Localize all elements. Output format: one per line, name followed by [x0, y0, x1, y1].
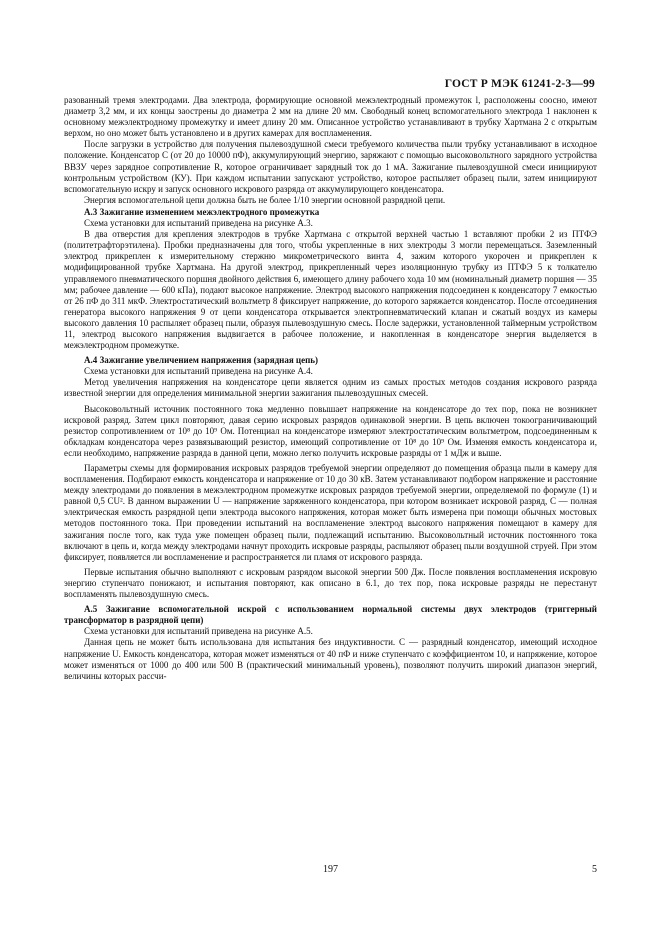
page-number-center: 197	[323, 864, 338, 875]
paragraph: Метод увеличения напряжения на конденсаторе цепи является одним из самых простых методов создания искрового разряда известной энергии для определения минимальной энергии зажигания пылевоздушных смесей.	[64, 377, 597, 399]
document-body	[64, 95, 597, 682]
paragraph: Схема установки для испытаний приведена на рисунке А.4.	[84, 366, 313, 377]
section-heading-a4: А.4 Зажигание увеличением напряжения (зарядная цепь)	[84, 355, 319, 366]
paragraph: Энергия вспомогательной цепи должна быть не более 1/10 энергии основной разрядной цепи.	[84, 194, 446, 205]
paragraph: После загрузки в устройство для получения пылевоздушной смеси требуемого количества пыли трубку устанавливают в исходное положение. Конденсатор C (от 20 до 10000 пФ), аккумулирующий энергию, заряжают с помощью высоковольтного зарядного устройства ВВЗУ через зарядное сопротивление R, которое ограничивает зарядный ток до 1 мА. Зажигание пылевоздушной смеси инициируют контрольным устройством (КУ). При каждом испытании запускают устройство, которое распыляет образец пыли, затем инициируют вспомогательную искру и запуск основного искрового разряда от аккумулирующего конденсатора.	[64, 139, 597, 194]
paragraph: Схема установки для испытаний приведена на рисунке А.5.	[84, 626, 313, 637]
paragraph: разованный тремя электродами. Два электрода, формирующие основной межэлектродный промежуток l, расположены соосно, имеют диаметр 3,2 мм, и их концы заострены до диаметра 2 мм на длине 20 мм. Свободный конец вспомогательного электрода 1 наклонен к основному межэлектродному промежутку и имеет длину 20 мм. Описанное устройство устанавливают в трубку Хартмана 2 с открытым верхом, но оно может быть установлено и в других камерах для воспламенения.	[64, 95, 597, 139]
page-number-right: 5	[592, 864, 597, 875]
section-heading-a3: А.3 Зажигание изменением межэлектродного промежутка	[84, 206, 320, 217]
paragraph: В два отверстия для крепления электродов в трубке Хартмана с открытой верхней частью 1 вставляют пробки 2 из ПТФЭ (политетрафторэтилена). Пробки предназначены для того, чтобы укрепленные в них электроды 3 могли перемещаться. Заземленный электрод прикреплен к измерительному стержню микрометрического винта 4, зажим которого укорочен и прикреплен к модифицированной трубке Хартмана. На другой электрод, прикрепленный через изоляционную трубку из ПТФЭ 5 к толкателю управляемого пневматического поршня двойного действия 6, имеющего длину рабочего хода 10 мм (номинальный диаметр поршня — 35 мм; рабочее давление — 600 кПа), подают высокое напряжение. Электрод высокого напряжения подсоединен к конденсатору 7 емкостью от 26 пФ до 311 мкФ. Электростатический вольтметр 8 фиксирует напряжение, до которого заряжается конденсатор. После отсоединения генератора высокого напряжения 9 от цепи конденсатора открывается электропневматический клапан и сжатый воздух из камеры высокого давления 10 распыляет образец пыли, образуя пылевоздушную смесь. После задержки, установленной таймерным устройством 11, электрод высокого напряжения выдвигается в рабочее положение, и накопленная в конденсаторе энергия выделяется в межэлектродном промежутке.	[64, 229, 597, 351]
paragraph: Схема установки для испытаний приведена на рисунке А.3.	[84, 218, 313, 229]
document-header: ГОСТ Р МЭК 61241-2-3—99	[444, 78, 595, 90]
paragraph: Высоковольтный источник постоянного тока медленно повышает напряжение на конденсаторе до тех пор, пока не возникнет искровой разряд. Затем цикл повторяют, давая серию искровых разрядов одинаковой энергии. В цепь включен токоограничивающий резистор сопротивлением от 10⁸ до 10⁹ Ом. Потенциал на конденсаторе измеряют электростатическим вольтметром, подсоединенным к обкладкам конденсатора через развязывающий резистор, имеющий сопротивление от 10⁸ до 10⁹ Ом. Изменяя емкость конденсатора и, если необходимо, напряжение разряда в данной цепи, можно легко получить искровые разряды от 1 мДж и выше.	[64, 403, 597, 458]
section-heading-a5: А.5 Зажигание вспомогательной искрой с использованием нормальной системы двух электродов (триггерный трансформатор в разрядной цепи)	[64, 604, 597, 626]
paragraph: Первые испытания обычно выполняют с искровым разрядом высокой энергии 500 Дж. После появления воспламенения искровую энергию ступенчато понижают, и испытания повторяют, как описано в 6.1, до тех пор, пока искровые разряды не перестанут воспламенять пылевоздушную смесь.	[64, 566, 597, 600]
paragraph: Данная цепь не может быть использована для испытания без индуктивности. C — разрядный конденсатор, имеющий исходное напряжение U. Емкость конденсатора, которая может изменяться от 40 пФ и ниже ступенчато с коэффициентом 10, и напряжение, которое может изменяться от 1000 до 400 или 500 В (практический минимальный уровень), позволяют получить широкий диапазон энергий, величины которых рассчи-	[64, 637, 597, 681]
paragraph: Параметры схемы для формирования искровых разрядов требуемой энергии определяют до помещения образца пыли в камеру для воспламенения. Подбирают емкость конденсатора и напряжение от 10 до 30 кВ. Затем устанавливают подбором напряжение и расстояние между электродами до появления в межэлектродном промежутке искровых разрядов требуемой энергии, определяемой по формуле (1) и равной 0,5 CU². В данном выражении U — напряжение заряженного конденсатора, при котором возникает искровой разряд, C — полная электрическая емкость разрядной цепи электрода высокого напряжения, которая может быть измерена при помощи обычных мостовых методов постоянного тока. При проведении испытаний на воспламенение электрод высокого напряжения помещают в камеру для зажигания после того, как туда уже помещен образец пыли, подлежащий испытанию. Высоковольтный источник постоянного тока включают в цепь и, когда между электродами начнут проходить искровые разряды, распыляют образец пыли воздушной струей. При этом фиксирует, появляется ли воспламенение и распространяется ли пламя от искрового разряда.	[64, 463, 597, 562]
